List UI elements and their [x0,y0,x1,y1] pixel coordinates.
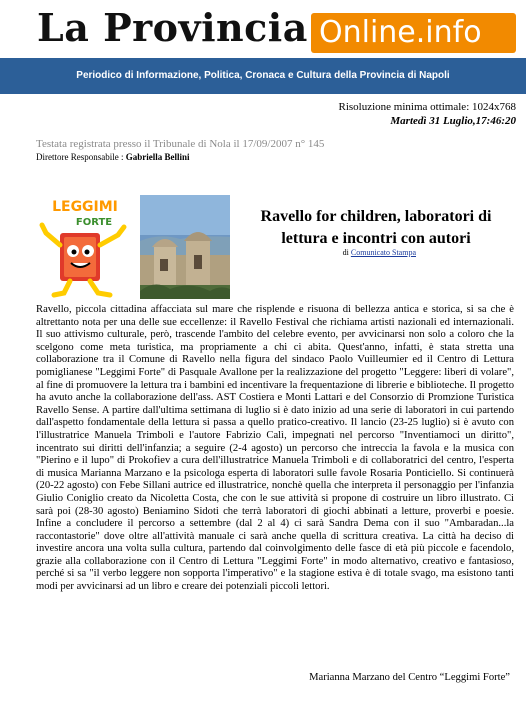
director-name: Gabriella Bellini [125,152,190,162]
leggimi-text: LEGGIMI [52,199,118,215]
ravello-photo [140,195,230,299]
resolution-info [338,100,516,128]
resolution-label: Risoluzione minima ottimale: 1024x768 [338,101,516,113]
site-logo-title[interactable]: La Provincia [37,5,308,50]
article-title: Ravello for children, laboratori di lettura e incontri con autori [260,208,492,247]
article-byline [240,248,512,258]
director-label: Direttore Responsabile : [36,152,124,162]
forte-text: FORTE [75,217,113,228]
article-body: Ravello, piccola cittadina affacciata sul mare che risplende e risuona di bellezza antica e storica, si sa che è altrettanto nota per una delle sue eccellenze: il Ravello Festival che richiama artisti nazionali ed internazionali. Il suo attivismo culturale, però, trascende l'ambito del celebre evento, per avvicinarsi non solo a coloro che la scelgono come meta turistica, ma propriamente a chi ci abita. Quest'anno, infatti, è stata stretta una collaborazione tra il Comune di Ravello nella figura del sindaco Paolo Vuilleumier ed il Centro di Lettura pomiglianese "Leggimi Forte" di Pasquale Avallone per la realizzazione del progetto "Leggere: liberi di volare", al fine di promuovere la lettura tra i bambini ed incentivare la frequentazione di librerie e biblioteche. Il progetto ha avuto anche la collaborazione dell'ass. AST Costiera e Monti Lattari e del Consorzio di Promzione Turistica Ravello Sense. A partire dall'ultima settimana di luglio si è dato inizio ad una serie di laboratori in cui partendo dall'aspetto fondamentale della lettura si passa a quello pratico-creativo. Il lancio (23-25 luglio) si è avuto con l'illustratrice Manuela Trimboli e l'autore Fabrizio Calì, impegnati nel percorso "Inventiamoci un diritto", incentrato sui diritti dell'infanzia; a seguire (2-4 agosto) un percorso che intreccia la favola e la musica con "Pierino e il lupo" di Prokofiev a cura dell'illustratrice Manuela Trimboli e di collaboratrici del centro, l'esperta di musica Marianna Marzano e la psicologa esperta di laboratori sulle favole Rosaria Ponticiello. Si continuerà (20-22 agosto) con Febe Sillani autrice ed illustratrice, nonchè quella che interpreta il personaggio per l'infanzia Giulio Coniglio creato da Nicoletta Costa, che con le sue attività si propone di costruire un libro illustrato. Ci sarà poi (28-30 agosto) Beniamino Sidoti che terrà laboratori di giochi abbinati a letture, proverbi e poesie. Infine a concludere il percorso a settembre (dal 2 al 4) ci sarà Sandra Dema con il suo "Ambaradan...la raccontastorie" dove oltre all'attività manuale ci sarà anche quella di scrittura creativa. La città ha deciso di investire ancora una volta sulla cultura, partendo dal coinvolgimento delle fasce di età più piccole e facendolo, grazie alla collaborazione con il Centro di Lettura "Leggimi Forte" in modo alternativo, creativo e fantasioso, perché si sa "il verbo leggere non sopporta l'imperativo" e la stagione estiva è di totale svago, ma esistono tanti modi per avvicinarsi ad un libro e creare dei potenziali piccoli lettori. [36,304,514,593]
site-tagline: Periodico di Informazione, Politica, Cronaca e Cultura della Provincia di Napoli [76,70,450,81]
site-logo-online[interactable]: Online.info [319,15,482,50]
byline-author-link[interactable]: Comunicato Stampa [350,248,416,257]
site-header [0,0,526,92]
article-signature: Marianna Marzano del Centro “Leggimi Forte” [309,672,510,683]
leggimi-forte-logo [38,195,132,298]
director-line [36,152,190,162]
registration-notice: Testata registrata presso il Tribunale di Nola il 17/09/2007 n° 145 [36,138,325,150]
current-date: Martedì 31 Luglio,17:46:20 [390,115,516,127]
byline-prefix: di [342,248,349,257]
